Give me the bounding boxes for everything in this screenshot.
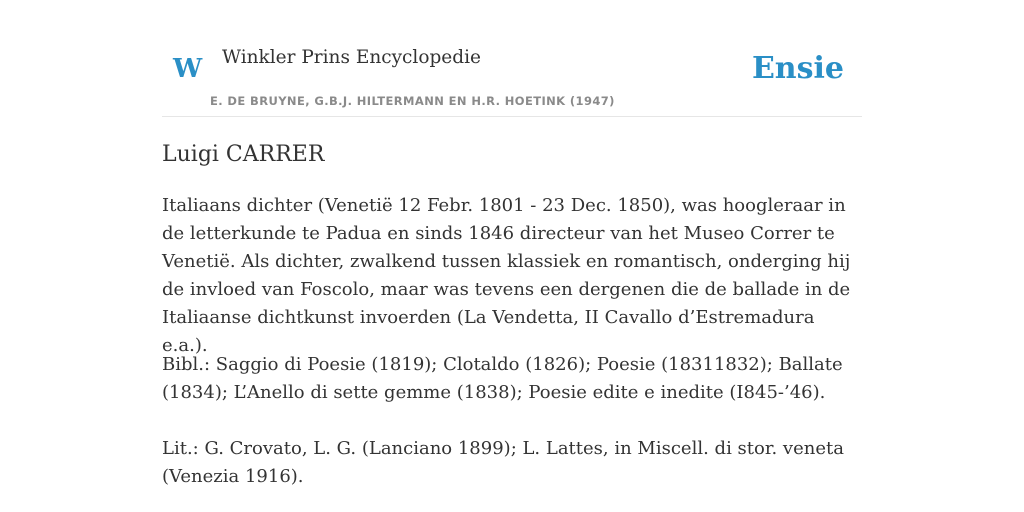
article-paragraph-description: Italiaans dichter (Venetië 12 Febr. 1801 - 23 Dec. 1850), was hoogleraar in de letterkunde te Padua en sinds 1846 directeur van het Museo Correr te Venetië. Als dichter, zwalkend tussen klassiek en romantisch, onderging hij de invloed van Foscolo, maar was tevens een dergenen die de ballade in de Italiaanse dichtkunst invoerden (La Vendetta, II Cavallo d’Estremadura e.a.). <box>162 195 851 356</box>
header <box>162 0 862 117</box>
winkler-prins-logo[interactable]: W <box>173 54 203 84</box>
encyclopedia-title-link[interactable]: Winkler Prins Encyclopedie <box>222 47 481 68</box>
article-paragraph-literature: Lit.: G. Crovato, L. G. (Lanciano 1899); L. Lattes, in Miscell. di stor. veneta (Venezia 1916). <box>162 438 844 487</box>
encyclopedia-authors: E. DE BRUYNE, G.B.J. HILTERMANN EN H.R. HOETINK (1947) <box>210 94 615 108</box>
article-paragraph-bibliography: Bibl.: Saggio di Poesie (1819); Clotaldo (1826); Poesie (18311832); Ballate (1834); L’Anello di sette gemme (1838); Poesie edite e inedite (I845-’46). <box>162 354 843 403</box>
ensie-logo-link[interactable]: Ensie <box>751 51 844 86</box>
article-title: Luigi CARRER <box>162 142 325 167</box>
page <box>162 0 862 512</box>
